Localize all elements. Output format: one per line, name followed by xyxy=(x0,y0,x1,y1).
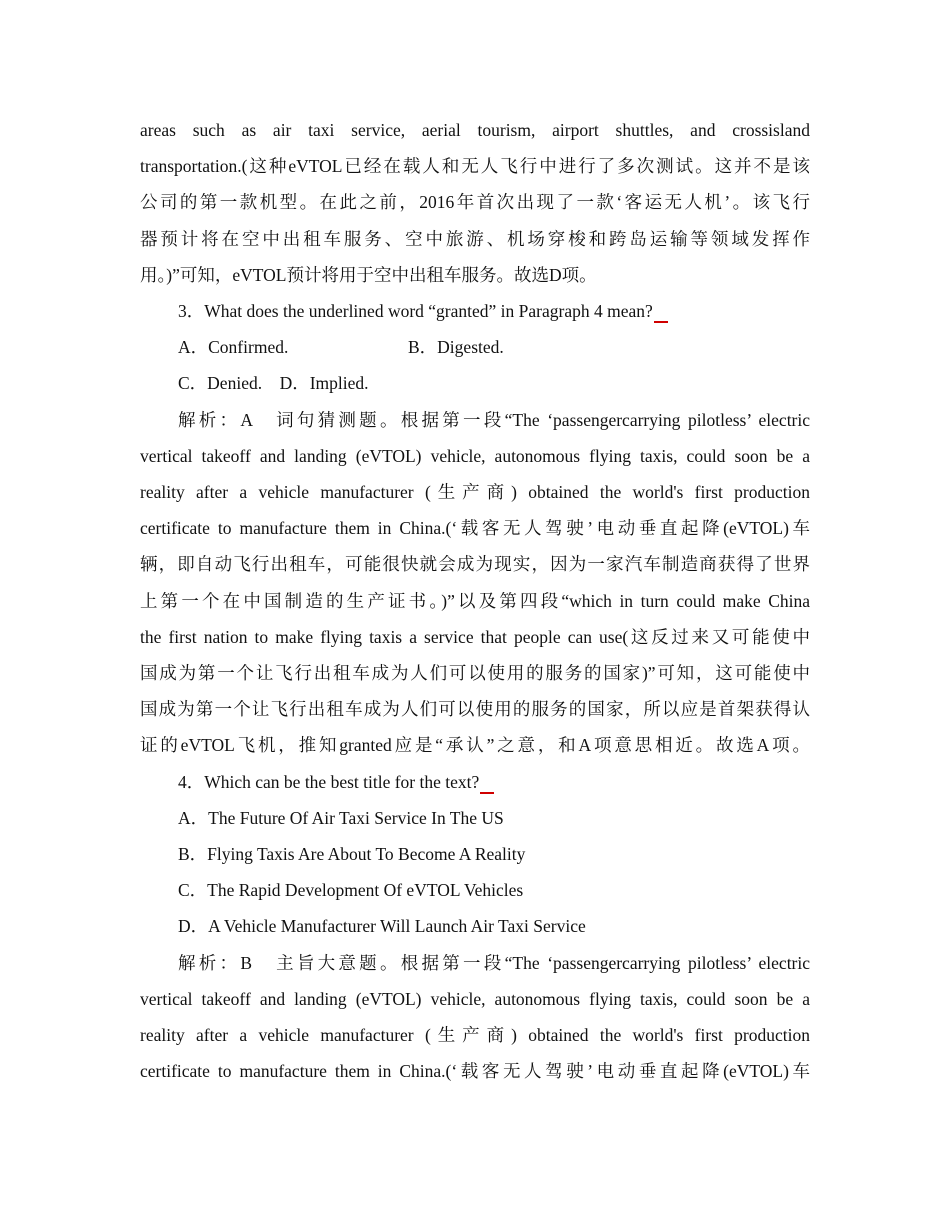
analysis-4-line: 解析：B 主旨大意题。根据第一段“The ‘passengercarrying pilotless’ electric xyxy=(178,952,811,973)
text-line: transportation.(这种eVTOL已经在载人和无人飞行中进行了多次测试。这并不是该 xyxy=(140,156,810,177)
text-line: 用。)”可知，eVTOL预计将用于空中出租车服务。故选D项。 xyxy=(140,264,597,285)
analysis-4-line: reality after a vehicle manufacturer (生产商) obtained the world's first production xyxy=(140,1025,810,1046)
analysis-3-line: 国成为第一个让飞行出租车成为人们可以使用的服务的国家，所以应是首架获得认 xyxy=(140,699,810,720)
question-4-text: 4．Which can be the best title for the text? xyxy=(178,771,480,792)
analysis-3-line: 解析：A 词句猜测题。根据第一段“The ‘passengercarrying pilotless’ electric xyxy=(178,409,811,430)
answer-blank xyxy=(654,299,668,323)
document-page xyxy=(140,112,810,1089)
analysis-3-line: 辆，即自动飞行出租车，可能很快就会成为现实，因为一家汽车制造商获得了世界 xyxy=(140,554,810,575)
question-4 xyxy=(140,764,810,800)
analysis-3-line: certificate to manufacture them in China.(‘载客无人驾驶’电动垂直起降(eVTOL)车 xyxy=(140,518,810,539)
option-a: A．Confirmed. xyxy=(178,337,289,358)
question-3-text: 3．What does the underlined word “granted” in Paragraph 4 mean? xyxy=(178,301,653,322)
text-line: 公司的第一款机型。在此之前，2016年首次出现了一款‘客运无人机’。该飞行 xyxy=(140,192,810,213)
analysis-3-line: 证的eVTOL飞机，推知granted应是“承认”之意，和A项意思相近。故选A项。 xyxy=(140,735,810,756)
text-line: 器预计将在空中出租车服务、空中旅游、机场穿梭和跨岛运输等领域发挥作 xyxy=(140,228,810,249)
analysis-label: 解析： xyxy=(178,952,241,973)
option-b: B．Flying Taxis Are About To Become A Reality xyxy=(178,844,526,865)
answer-blank xyxy=(480,770,494,794)
analysis-3-line: 国成为第一个让飞行出租车成为人们可以使用的服务的国家)”可知，这可能使中 xyxy=(140,663,810,684)
question-3-options-ab xyxy=(140,329,810,365)
analysis-3-line: 上第一个在中国制造的生产证书。)”以及第四段“which in turn could make China xyxy=(140,590,810,611)
option-b: B．Digested. xyxy=(408,337,504,358)
analysis-3-line: the first nation to make flying taxis a service that people can use(这反过来又可能使中 xyxy=(140,626,810,647)
option-cd: C．Denied. D．Implied. xyxy=(178,373,369,394)
text-line: areas such as air taxi service, aerial tourism, airport shuttles, and crossisland xyxy=(140,120,810,140)
analysis-4-line: certificate to manufacture them in China.(‘载客无人驾驶’电动垂直起降(eVTOL)车 xyxy=(140,1061,810,1082)
option-a: A．The Future Of Air Taxi Service In The US xyxy=(178,807,504,828)
analysis-label: 解析： xyxy=(178,409,241,430)
analysis-3-line: reality after a vehicle manufacturer (生产商) obtained the world's first production xyxy=(140,482,810,503)
option-c: C．The Rapid Development Of eVTOL Vehicles xyxy=(178,880,524,901)
analysis-3-line: vertical takeoff and landing (eVTOL) vehicle, autonomous flying taxis, could soon be a xyxy=(140,445,810,466)
analysis-4-line: vertical takeoff and landing (eVTOL) vehicle, autonomous flying taxis, could soon be a xyxy=(140,988,810,1009)
question-3 xyxy=(140,293,810,329)
option-d: D．A Vehicle Manufacturer Will Launch Air Taxi Service xyxy=(178,916,586,937)
